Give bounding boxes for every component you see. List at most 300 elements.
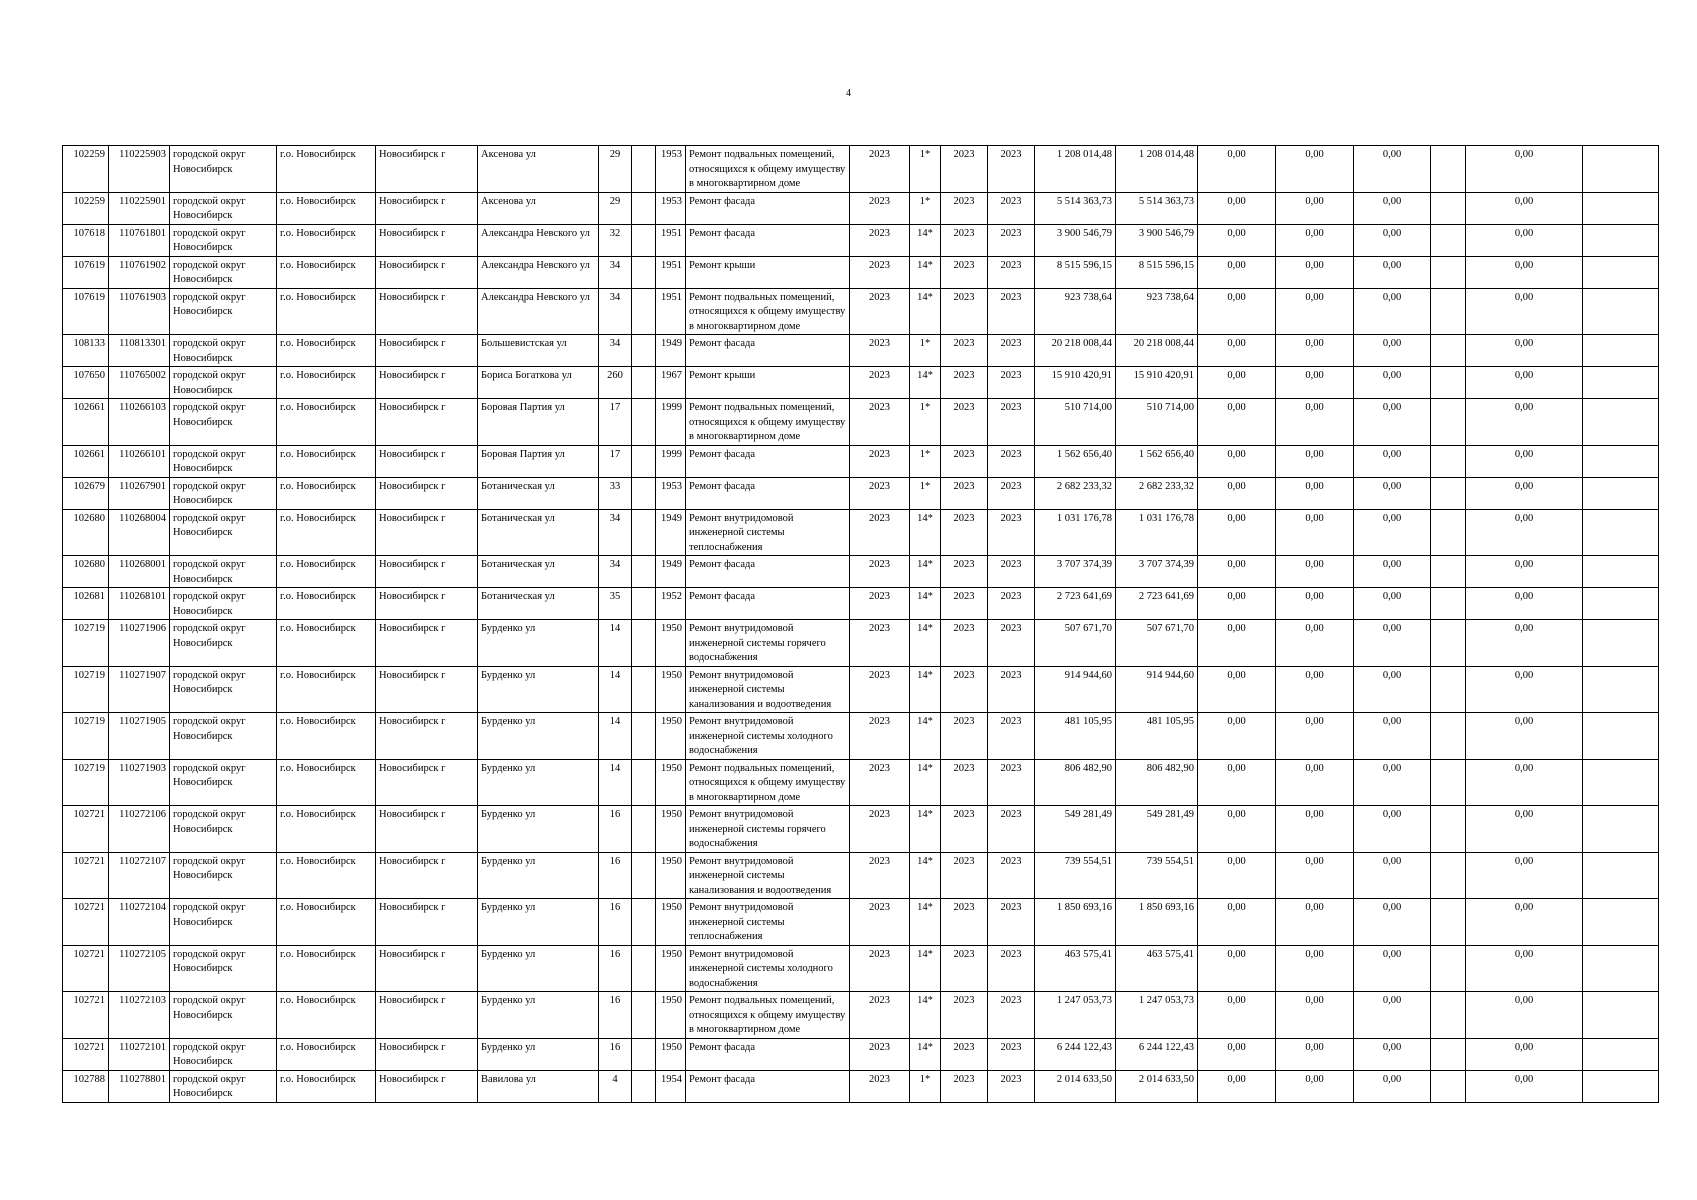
table-row <box>63 992 1659 1039</box>
row-end-year: 2023 <box>988 509 1035 556</box>
row-total-cost: 6 244 122,43 <box>1035 1038 1116 1070</box>
row-start-year: 2023 <box>941 588 988 620</box>
row-id: 102721 <box>63 992 109 1039</box>
row-start-year: 2023 <box>941 146 988 193</box>
row-district: городской округ Новосибирск <box>170 806 277 853</box>
row-plan-year: 2023 <box>850 146 910 193</box>
row-cost-6 <box>1583 713 1659 760</box>
row-street: Ботаническая ул <box>478 509 599 556</box>
row-extra <box>632 588 656 620</box>
row-municipality: г.о. Новосибирск <box>277 224 376 256</box>
row-category: 14* <box>910 1038 941 1070</box>
row-plan-year: 2023 <box>850 588 910 620</box>
row-year-built: 1951 <box>656 288 686 335</box>
row-house: 29 <box>599 192 632 224</box>
table-row <box>63 588 1659 620</box>
row-extra <box>632 445 656 477</box>
row-house: 14 <box>599 620 632 667</box>
row-category: 14* <box>910 509 941 556</box>
row-year-built: 1950 <box>656 899 686 946</box>
row-municipality: г.о. Новосибирск <box>277 588 376 620</box>
row-code: 110272105 <box>109 945 170 992</box>
row-extra <box>632 620 656 667</box>
row-city: Новосибирск г <box>376 713 478 760</box>
row-cost-5: 0,00 <box>1466 852 1583 899</box>
row-cost-3: 0,00 <box>1354 759 1431 806</box>
row-district: городской округ Новосибирск <box>170 666 277 713</box>
row-cost-1: 0,00 <box>1198 399 1276 446</box>
row-work-type: Ремонт внутридомовой инженерной системы холодного водоснабжения <box>686 713 850 760</box>
row-code: 110271906 <box>109 620 170 667</box>
row-id: 102719 <box>63 713 109 760</box>
row-start-year: 2023 <box>941 556 988 588</box>
row-cost-6 <box>1583 509 1659 556</box>
row-end-year: 2023 <box>988 224 1035 256</box>
row-city: Новосибирск г <box>376 620 478 667</box>
row-street: Бурденко ул <box>478 945 599 992</box>
row-cost-4 <box>1431 588 1466 620</box>
row-category: 1* <box>910 445 941 477</box>
row-municipality: г.о. Новосибирск <box>277 146 376 193</box>
row-cost-6 <box>1583 759 1659 806</box>
row-cost-5: 0,00 <box>1466 224 1583 256</box>
row-year-built: 1953 <box>656 146 686 193</box>
row-cost-5: 0,00 <box>1466 146 1583 193</box>
row-start-year: 2023 <box>941 192 988 224</box>
row-house: 29 <box>599 146 632 193</box>
row-municipality: г.о. Новосибирск <box>277 335 376 367</box>
row-district: городской округ Новосибирск <box>170 256 277 288</box>
row-work-type: Ремонт внутридомовой инженерной системы холодного водоснабжения <box>686 945 850 992</box>
row-category: 14* <box>910 288 941 335</box>
row-city: Новосибирск г <box>376 852 478 899</box>
row-fund-cost: 463 575,41 <box>1116 945 1198 992</box>
row-city: Новосибирск г <box>376 899 478 946</box>
row-start-year: 2023 <box>941 620 988 667</box>
row-plan-year: 2023 <box>850 399 910 446</box>
row-extra <box>632 399 656 446</box>
row-cost-1: 0,00 <box>1198 256 1276 288</box>
row-house: 34 <box>599 256 632 288</box>
row-year-built: 1950 <box>656 992 686 1039</box>
row-total-cost: 1 031 176,78 <box>1035 509 1116 556</box>
row-code: 110272103 <box>109 992 170 1039</box>
row-extra <box>632 666 656 713</box>
row-house: 16 <box>599 945 632 992</box>
row-cost-1: 0,00 <box>1198 945 1276 992</box>
row-work-type: Ремонт внутридомовой инженерной системы теплоснабжения <box>686 509 850 556</box>
row-plan-year: 2023 <box>850 1070 910 1102</box>
row-end-year: 2023 <box>988 1038 1035 1070</box>
row-cost-4 <box>1431 288 1466 335</box>
row-plan-year: 2023 <box>850 759 910 806</box>
row-street: Большевистская ул <box>478 335 599 367</box>
row-extra <box>632 759 656 806</box>
row-municipality: г.о. Новосибирск <box>277 1070 376 1102</box>
row-total-cost: 3 900 546,79 <box>1035 224 1116 256</box>
row-cost-6 <box>1583 1038 1659 1070</box>
row-plan-year: 2023 <box>850 335 910 367</box>
row-fund-cost: 507 671,70 <box>1116 620 1198 667</box>
row-start-year: 2023 <box>941 1070 988 1102</box>
row-cost-6 <box>1583 445 1659 477</box>
row-start-year: 2023 <box>941 445 988 477</box>
row-street: Ботаническая ул <box>478 556 599 588</box>
row-fund-cost: 510 714,00 <box>1116 399 1198 446</box>
row-city: Новосибирск г <box>376 224 478 256</box>
row-year-built: 1949 <box>656 509 686 556</box>
row-id: 102259 <box>63 146 109 193</box>
row-start-year: 2023 <box>941 335 988 367</box>
row-category: 1* <box>910 192 941 224</box>
row-fund-cost: 739 554,51 <box>1116 852 1198 899</box>
row-id: 102259 <box>63 192 109 224</box>
row-work-type: Ремонт внутридомовой инженерной системы горячего водоснабжения <box>686 620 850 667</box>
row-id: 102721 <box>63 945 109 992</box>
row-work-type: Ремонт внутридомовой инженерной системы канализования и водоотведения <box>686 852 850 899</box>
row-total-cost: 1 208 014,48 <box>1035 146 1116 193</box>
row-category: 14* <box>910 666 941 713</box>
row-total-cost: 3 707 374,39 <box>1035 556 1116 588</box>
row-cost-5: 0,00 <box>1466 806 1583 853</box>
row-district: городской округ Новосибирск <box>170 620 277 667</box>
row-house: 17 <box>599 399 632 446</box>
row-street: Бурденко ул <box>478 992 599 1039</box>
table-row <box>63 256 1659 288</box>
table-row <box>63 288 1659 335</box>
row-start-year: 2023 <box>941 509 988 556</box>
row-cost-6 <box>1583 556 1659 588</box>
row-code: 110268101 <box>109 588 170 620</box>
row-total-cost: 806 482,90 <box>1035 759 1116 806</box>
row-cost-3: 0,00 <box>1354 620 1431 667</box>
row-fund-cost: 549 281,49 <box>1116 806 1198 853</box>
row-year-built: 1951 <box>656 224 686 256</box>
row-cost-4 <box>1431 399 1466 446</box>
row-extra <box>632 992 656 1039</box>
row-year-built: 1949 <box>656 335 686 367</box>
row-cost-4 <box>1431 509 1466 556</box>
row-house: 33 <box>599 477 632 509</box>
row-extra <box>632 335 656 367</box>
row-code: 110271905 <box>109 713 170 760</box>
row-cost-4 <box>1431 1070 1466 1102</box>
row-cost-5: 0,00 <box>1466 759 1583 806</box>
row-cost-1: 0,00 <box>1198 713 1276 760</box>
row-cost-1: 0,00 <box>1198 1070 1276 1102</box>
row-end-year: 2023 <box>988 399 1035 446</box>
row-end-year: 2023 <box>988 806 1035 853</box>
row-cost-6 <box>1583 992 1659 1039</box>
row-category: 1* <box>910 477 941 509</box>
row-cost-1: 0,00 <box>1198 224 1276 256</box>
table-row <box>63 806 1659 853</box>
row-work-type: Ремонт подвальных помещений, относящихся к общему имуществу в многоквартирном доме <box>686 992 850 1039</box>
row-district: городской округ Новосибирск <box>170 146 277 193</box>
row-city: Новосибирск г <box>376 1070 478 1102</box>
row-cost-2: 0,00 <box>1276 992 1354 1039</box>
row-fund-cost: 1 850 693,16 <box>1116 899 1198 946</box>
row-work-type: Ремонт фасада <box>686 1038 850 1070</box>
row-district: городской округ Новосибирск <box>170 759 277 806</box>
row-work-type: Ремонт крыши <box>686 367 850 399</box>
row-cost-3: 0,00 <box>1354 806 1431 853</box>
row-year-built: 1952 <box>656 588 686 620</box>
row-id: 107619 <box>63 256 109 288</box>
row-year-built: 1951 <box>656 256 686 288</box>
row-municipality: г.о. Новосибирск <box>277 288 376 335</box>
row-cost-3: 0,00 <box>1354 288 1431 335</box>
row-year-built: 1950 <box>656 620 686 667</box>
row-year-built: 1950 <box>656 852 686 899</box>
row-work-type: Ремонт подвальных помещений, относящихся к общему имуществу в многоквартирном доме <box>686 399 850 446</box>
row-year-built: 1999 <box>656 399 686 446</box>
row-start-year: 2023 <box>941 759 988 806</box>
row-cost-5: 0,00 <box>1466 588 1583 620</box>
row-cost-1: 0,00 <box>1198 192 1276 224</box>
row-id: 102788 <box>63 1070 109 1102</box>
row-code: 110267901 <box>109 477 170 509</box>
row-cost-4 <box>1431 899 1466 946</box>
row-municipality: г.о. Новосибирск <box>277 509 376 556</box>
row-code: 110271907 <box>109 666 170 713</box>
row-extra <box>632 477 656 509</box>
row-total-cost: 463 575,41 <box>1035 945 1116 992</box>
row-category: 14* <box>910 992 941 1039</box>
row-extra <box>632 945 656 992</box>
row-district: городской округ Новосибирск <box>170 852 277 899</box>
row-id: 107618 <box>63 224 109 256</box>
row-work-type: Ремонт подвальных помещений, относящихся к общему имуществу в многоквартирном доме <box>686 146 850 193</box>
row-cost-5: 0,00 <box>1466 367 1583 399</box>
row-cost-2: 0,00 <box>1276 224 1354 256</box>
row-end-year: 2023 <box>988 146 1035 193</box>
row-house: 14 <box>599 713 632 760</box>
row-work-type: Ремонт фасада <box>686 192 850 224</box>
row-plan-year: 2023 <box>850 899 910 946</box>
row-plan-year: 2023 <box>850 288 910 335</box>
row-cost-3: 0,00 <box>1354 445 1431 477</box>
repair-register-table <box>62 145 1659 1103</box>
table-row <box>63 367 1659 399</box>
row-id: 102680 <box>63 556 109 588</box>
row-cost-6 <box>1583 588 1659 620</box>
row-district: городской округ Новосибирск <box>170 367 277 399</box>
row-cost-3: 0,00 <box>1354 335 1431 367</box>
row-extra <box>632 509 656 556</box>
row-end-year: 2023 <box>988 852 1035 899</box>
row-house: 14 <box>599 759 632 806</box>
row-cost-6 <box>1583 1070 1659 1102</box>
row-end-year: 2023 <box>988 288 1035 335</box>
row-code: 110272104 <box>109 899 170 946</box>
row-street: Бурденко ул <box>478 1038 599 1070</box>
row-year-built: 1950 <box>656 1038 686 1070</box>
row-cost-3: 0,00 <box>1354 899 1431 946</box>
table-row <box>63 852 1659 899</box>
row-fund-cost: 2 682 233,32 <box>1116 477 1198 509</box>
row-cost-2: 0,00 <box>1276 666 1354 713</box>
row-house: 260 <box>599 367 632 399</box>
row-total-cost: 2 723 641,69 <box>1035 588 1116 620</box>
row-cost-3: 0,00 <box>1354 192 1431 224</box>
row-district: городской округ Новосибирск <box>170 509 277 556</box>
row-work-type: Ремонт фасада <box>686 224 850 256</box>
row-cost-5: 0,00 <box>1466 509 1583 556</box>
row-total-cost: 2 014 633,50 <box>1035 1070 1116 1102</box>
row-district: городской округ Новосибирск <box>170 288 277 335</box>
row-street: Бурденко ул <box>478 852 599 899</box>
row-cost-5: 0,00 <box>1466 445 1583 477</box>
row-plan-year: 2023 <box>850 666 910 713</box>
row-total-cost: 20 218 008,44 <box>1035 335 1116 367</box>
row-cost-4 <box>1431 620 1466 667</box>
row-cost-1: 0,00 <box>1198 759 1276 806</box>
row-start-year: 2023 <box>941 224 988 256</box>
row-category: 14* <box>910 852 941 899</box>
row-end-year: 2023 <box>988 945 1035 992</box>
row-plan-year: 2023 <box>850 945 910 992</box>
row-cost-2: 0,00 <box>1276 1070 1354 1102</box>
table-row <box>63 477 1659 509</box>
row-cost-4 <box>1431 445 1466 477</box>
row-cost-3: 0,00 <box>1354 992 1431 1039</box>
row-cost-1: 0,00 <box>1198 852 1276 899</box>
row-extra <box>632 806 656 853</box>
row-municipality: г.о. Новосибирск <box>277 713 376 760</box>
row-city: Новосибирск г <box>376 192 478 224</box>
row-cost-2: 0,00 <box>1276 1038 1354 1070</box>
table-row <box>63 556 1659 588</box>
row-category: 14* <box>910 945 941 992</box>
row-extra <box>632 852 656 899</box>
row-end-year: 2023 <box>988 1070 1035 1102</box>
row-cost-2: 0,00 <box>1276 620 1354 667</box>
row-cost-1: 0,00 <box>1198 806 1276 853</box>
row-plan-year: 2023 <box>850 256 910 288</box>
row-id: 102680 <box>63 509 109 556</box>
row-street: Боровая Партия ул <box>478 445 599 477</box>
row-end-year: 2023 <box>988 477 1035 509</box>
row-fund-cost: 806 482,90 <box>1116 759 1198 806</box>
row-cost-2: 0,00 <box>1276 852 1354 899</box>
row-fund-cost: 5 514 363,73 <box>1116 192 1198 224</box>
row-code: 110225903 <box>109 146 170 193</box>
row-city: Новосибирск г <box>376 256 478 288</box>
row-cost-1: 0,00 <box>1198 445 1276 477</box>
row-cost-6 <box>1583 192 1659 224</box>
row-work-type: Ремонт внутридомовой инженерной системы горячего водоснабжения <box>686 806 850 853</box>
row-category: 14* <box>910 588 941 620</box>
row-cost-2: 0,00 <box>1276 256 1354 288</box>
row-work-type: Ремонт подвальных помещений, относящихся к общему имуществу в многоквартирном доме <box>686 759 850 806</box>
row-cost-1: 0,00 <box>1198 477 1276 509</box>
row-cost-4 <box>1431 759 1466 806</box>
row-cost-4 <box>1431 192 1466 224</box>
row-cost-2: 0,00 <box>1276 556 1354 588</box>
row-cost-3: 0,00 <box>1354 1070 1431 1102</box>
row-end-year: 2023 <box>988 992 1035 1039</box>
row-code: 110268004 <box>109 509 170 556</box>
row-municipality: г.о. Новосибирск <box>277 399 376 446</box>
row-cost-3: 0,00 <box>1354 556 1431 588</box>
row-id: 102719 <box>63 666 109 713</box>
row-category: 14* <box>910 899 941 946</box>
row-cost-4 <box>1431 256 1466 288</box>
row-plan-year: 2023 <box>850 806 910 853</box>
row-fund-cost: 923 738,64 <box>1116 288 1198 335</box>
row-category: 1* <box>910 146 941 193</box>
row-street: Бурденко ул <box>478 713 599 760</box>
row-cost-5: 0,00 <box>1466 335 1583 367</box>
row-cost-1: 0,00 <box>1198 1038 1276 1070</box>
row-house: 34 <box>599 509 632 556</box>
row-street: Александра Невского ул <box>478 288 599 335</box>
row-end-year: 2023 <box>988 713 1035 760</box>
row-city: Новосибирск г <box>376 556 478 588</box>
row-city: Новосибирск г <box>376 588 478 620</box>
row-total-cost: 549 281,49 <box>1035 806 1116 853</box>
row-work-type: Ремонт фасада <box>686 1070 850 1102</box>
row-district: городской округ Новосибирск <box>170 992 277 1039</box>
row-extra <box>632 1070 656 1102</box>
row-year-built: 1953 <box>656 477 686 509</box>
row-work-type: Ремонт внутридомовой инженерной системы канализования и водоотведения <box>686 666 850 713</box>
row-street: Аксенова ул <box>478 192 599 224</box>
row-year-built: 1954 <box>656 1070 686 1102</box>
row-cost-1: 0,00 <box>1198 899 1276 946</box>
row-house: 35 <box>599 588 632 620</box>
row-code: 110268001 <box>109 556 170 588</box>
row-cost-3: 0,00 <box>1354 399 1431 446</box>
row-id: 102721 <box>63 899 109 946</box>
row-plan-year: 2023 <box>850 556 910 588</box>
row-category: 14* <box>910 224 941 256</box>
row-total-cost: 481 105,95 <box>1035 713 1116 760</box>
row-fund-cost: 20 218 008,44 <box>1116 335 1198 367</box>
row-cost-5: 0,00 <box>1466 945 1583 992</box>
row-year-built: 1949 <box>656 556 686 588</box>
row-end-year: 2023 <box>988 445 1035 477</box>
row-district: городской округ Новосибирск <box>170 477 277 509</box>
row-plan-year: 2023 <box>850 1038 910 1070</box>
row-street: Бурденко ул <box>478 759 599 806</box>
row-city: Новосибирск г <box>376 288 478 335</box>
row-cost-2: 0,00 <box>1276 335 1354 367</box>
row-work-type: Ремонт фасада <box>686 588 850 620</box>
row-district: городской округ Новосибирск <box>170 224 277 256</box>
row-cost-2: 0,00 <box>1276 899 1354 946</box>
row-start-year: 2023 <box>941 367 988 399</box>
row-city: Новосибирск г <box>376 1038 478 1070</box>
row-cost-6 <box>1583 256 1659 288</box>
row-code: 110272107 <box>109 852 170 899</box>
row-plan-year: 2023 <box>850 367 910 399</box>
row-cost-2: 0,00 <box>1276 288 1354 335</box>
row-cost-6 <box>1583 806 1659 853</box>
row-plan-year: 2023 <box>850 477 910 509</box>
row-cost-6 <box>1583 666 1659 713</box>
row-city: Новосибирск г <box>376 399 478 446</box>
row-id: 102721 <box>63 806 109 853</box>
row-code: 110225901 <box>109 192 170 224</box>
row-total-cost: 739 554,51 <box>1035 852 1116 899</box>
row-id: 102721 <box>63 852 109 899</box>
row-start-year: 2023 <box>941 992 988 1039</box>
row-street: Бурденко ул <box>478 620 599 667</box>
row-cost-3: 0,00 <box>1354 224 1431 256</box>
row-cost-5: 0,00 <box>1466 556 1583 588</box>
